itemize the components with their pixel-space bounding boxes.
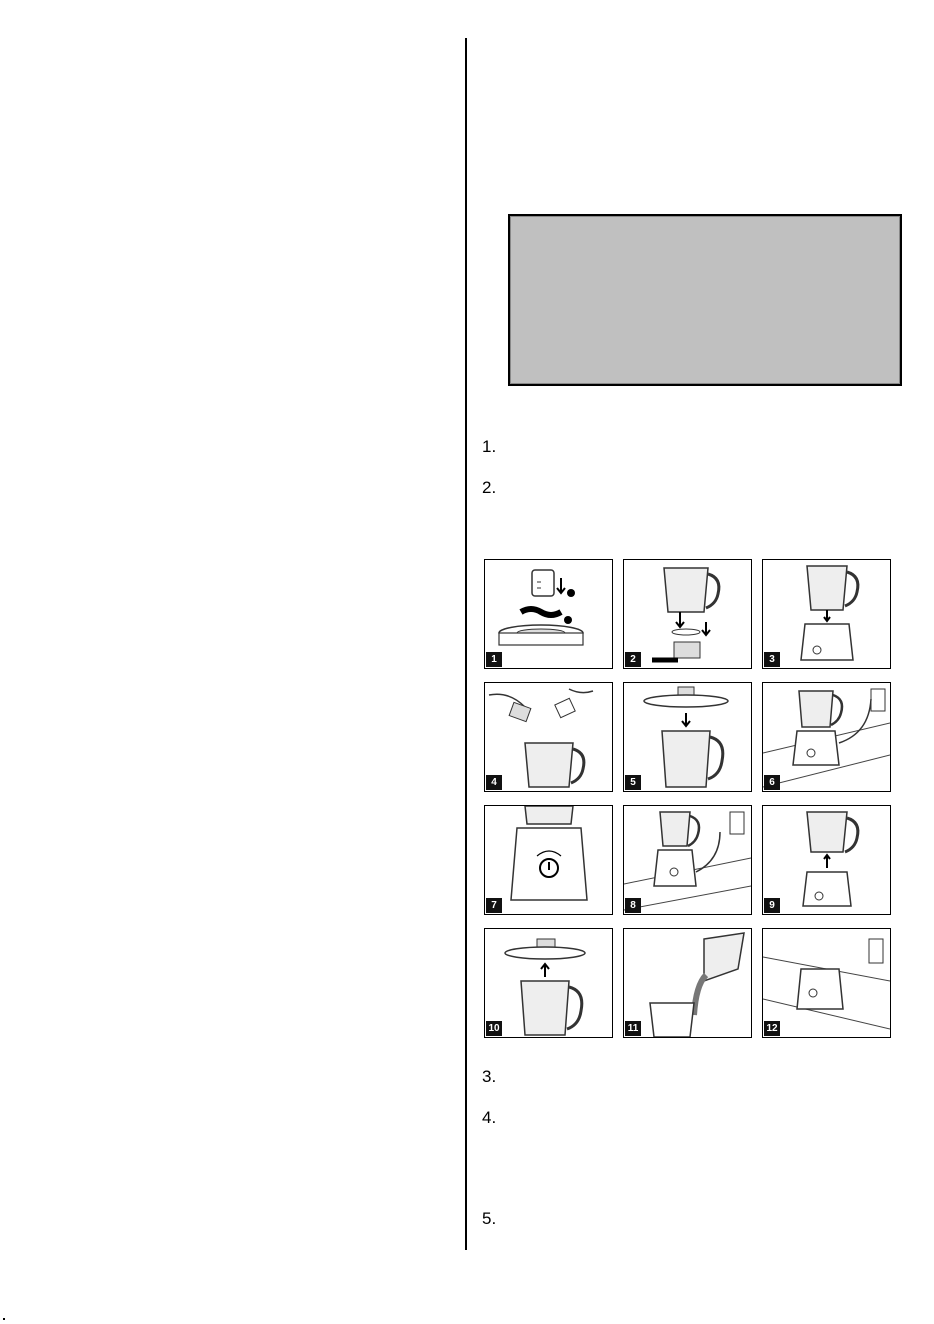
panel-number: 12 [764,1021,780,1036]
illustration-panel-9 [762,805,891,915]
step-number-1: 1. [482,437,497,456]
panel-number: 2 [625,652,641,667]
step-number-5: 5. [482,1209,497,1228]
panel-number: 4 [486,775,502,790]
pour-ingredients-icon [485,683,612,791]
step-number-2: 2. [482,478,497,497]
illustration-panel-7 [484,805,613,915]
step-number-4: 4. [482,1108,497,1127]
panel-number: 11 [625,1021,641,1036]
jar-blade-assembly-icon [624,560,751,668]
column-divider [465,38,467,1250]
panel-number: 7 [486,898,502,913]
panel-number: 6 [764,775,780,790]
panel-number: 10 [486,1021,502,1036]
illustration-grid [484,559,892,1041]
store-base-icon [763,929,890,1037]
illustration-panel-11 [623,928,752,1038]
illustration-panel-5 [623,682,752,792]
place-lid-icon [624,683,751,791]
illustration-panel-10 [484,928,613,1038]
panel-number: 8 [625,898,641,913]
illustration-panel-1 [484,559,613,669]
illustration-panel-12 [762,928,891,1038]
pour-into-glass-icon [624,929,751,1037]
step-number-3: 3. [482,1067,497,1086]
illustration-panel-6 [762,682,891,792]
plug-in-icon [763,683,890,791]
remove-lid-icon [485,929,612,1037]
illustration-panel-2 [623,559,752,669]
notice-box [508,214,902,386]
illustration-panel-4 [484,682,613,792]
cup-and-lid-assembly-icon [485,560,612,668]
page-mark [3,1318,5,1320]
turn-dial-icon [485,806,612,914]
lift-jar-icon [763,806,890,914]
unplug-icon [624,806,751,914]
panel-number: 5 [625,775,641,790]
illustration-panel-8 [623,805,752,915]
panel-number: 3 [764,652,780,667]
panel-number: 1 [486,652,502,667]
jar-on-base-icon [763,560,890,668]
panel-number: 9 [764,898,780,913]
illustration-panel-3 [762,559,891,669]
